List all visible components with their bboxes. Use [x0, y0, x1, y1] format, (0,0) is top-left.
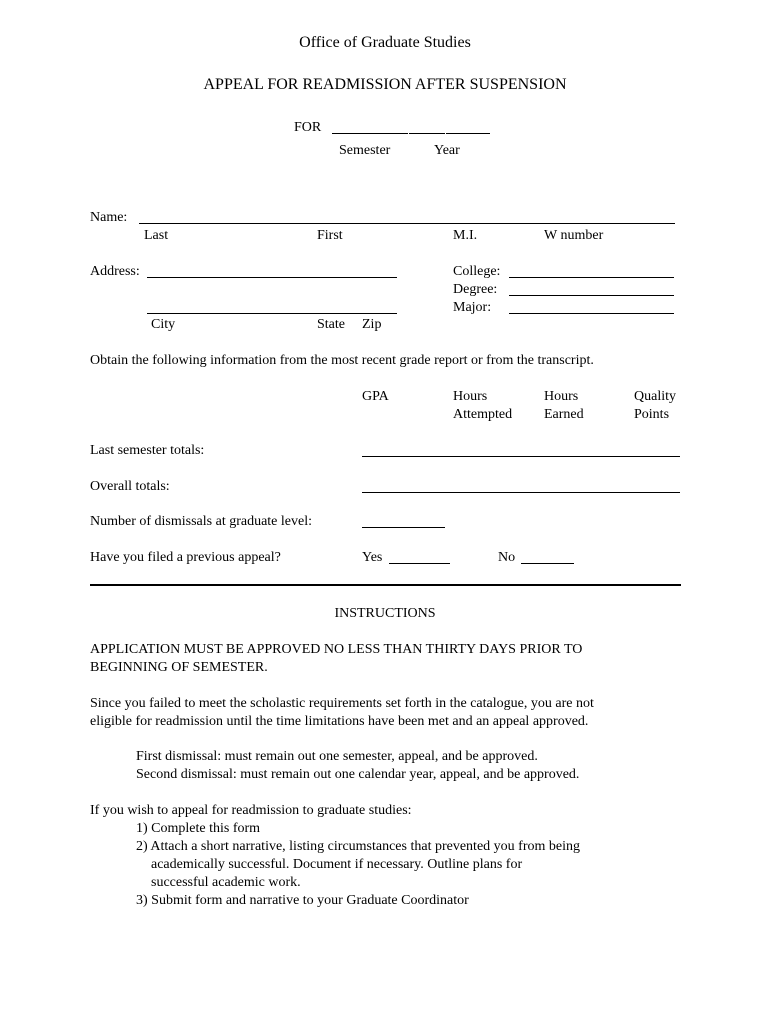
- no-label: No: [498, 550, 516, 565]
- steps-intro: If you wish to appeal for readmission to graduate studies:: [90, 803, 412, 818]
- overall-totals-label: Overall totals:: [90, 479, 170, 494]
- state-caption: State: [317, 317, 345, 332]
- semester-field[interactable]: [332, 133, 408, 134]
- instructions-heading: INSTRUCTIONS: [334, 606, 436, 621]
- first-dismissal-rule: First dismissal: must remain out one semester, appeal, and be approved.: [136, 749, 538, 764]
- dismissals-field[interactable]: [362, 527, 445, 528]
- street-address-field[interactable]: [147, 277, 397, 278]
- step-2-line-3: successful academic work.: [151, 875, 301, 890]
- name-label: Name:: [90, 210, 128, 225]
- warning-line-2: BEGINNING OF SEMESTER.: [90, 660, 268, 675]
- grade-instruction: Obtain the following information from the most recent grade report or from the transcript.: [90, 353, 594, 368]
- semester-year-separator: [409, 133, 445, 134]
- college-field[interactable]: [509, 277, 674, 278]
- yes-field[interactable]: [389, 563, 450, 564]
- no-field[interactable]: [521, 563, 574, 564]
- wnumber-caption: W number: [544, 228, 604, 243]
- column-header-quality-points: Quality: [634, 389, 676, 404]
- warning-line-1: APPLICATION MUST BE APPROVED NO LESS THAN THIRTY DAYS PRIOR TO: [90, 642, 583, 657]
- column-header-quality-points-line2: Points: [634, 407, 670, 422]
- requirements-line-1: Since you failed to meet the scholastic requirements set forth in the catalogue, you are not: [90, 696, 594, 711]
- overall-totals-field[interactable]: [362, 492, 680, 493]
- major-label: Major:: [453, 300, 492, 315]
- requirements-line-2: eligible for readmission until the time limitations have been met and an appeal approved.: [90, 714, 589, 729]
- last-caption: Last: [144, 228, 169, 243]
- name-field[interactable]: [139, 223, 675, 224]
- college-label: College:: [453, 264, 501, 279]
- mi-caption: M.I.: [453, 228, 478, 243]
- dismissals-label: Number of dismissals at graduate level:: [90, 514, 312, 529]
- column-header-hours-earned: Hours: [544, 389, 579, 404]
- address-label: Address:: [90, 264, 140, 279]
- section-divider: [90, 584, 681, 586]
- step-3: 3) Submit form and narrative to your Graduate Coordinator: [136, 893, 469, 908]
- major-field[interactable]: [509, 313, 674, 314]
- step-2-line-1: 2) Attach a short narrative, listing circumstances that prevented you from being: [136, 839, 580, 854]
- step-1: 1) Complete this form: [136, 821, 261, 836]
- first-caption: First: [317, 228, 343, 243]
- degree-label: Degree:: [453, 282, 498, 297]
- column-header-hours-attempted: Hours: [453, 389, 488, 404]
- city-caption: City: [151, 317, 176, 332]
- zip-caption: Zip: [362, 317, 382, 332]
- last-semester-totals-field[interactable]: [362, 456, 680, 457]
- office-title: Office of Graduate Studies: [299, 34, 471, 51]
- year-field[interactable]: [446, 133, 490, 134]
- year-caption: Year: [434, 143, 460, 158]
- step-2-line-2: academically successful. Document if necessary. Outline plans for: [151, 857, 523, 872]
- column-header-hours-earned-line2: Earned: [544, 407, 584, 422]
- semester-caption: Semester: [339, 143, 391, 158]
- previous-appeal-label: Have you filed a previous appeal?: [90, 550, 281, 565]
- second-dismissal-rule: Second dismissal: must remain out one calendar year, appeal, and be approved.: [136, 767, 580, 782]
- column-header-hours-attempted-line2: Attempted: [453, 407, 513, 422]
- city-state-zip-field[interactable]: [147, 313, 397, 314]
- for-label: FOR: [294, 120, 322, 135]
- degree-field[interactable]: [509, 295, 674, 296]
- column-header-gpa: GPA: [362, 389, 389, 404]
- yes-label: Yes: [362, 550, 383, 565]
- last-semester-totals-label: Last semester totals:: [90, 443, 205, 458]
- form-title: APPEAL FOR READMISSION AFTER SUSPENSION: [203, 76, 567, 93]
